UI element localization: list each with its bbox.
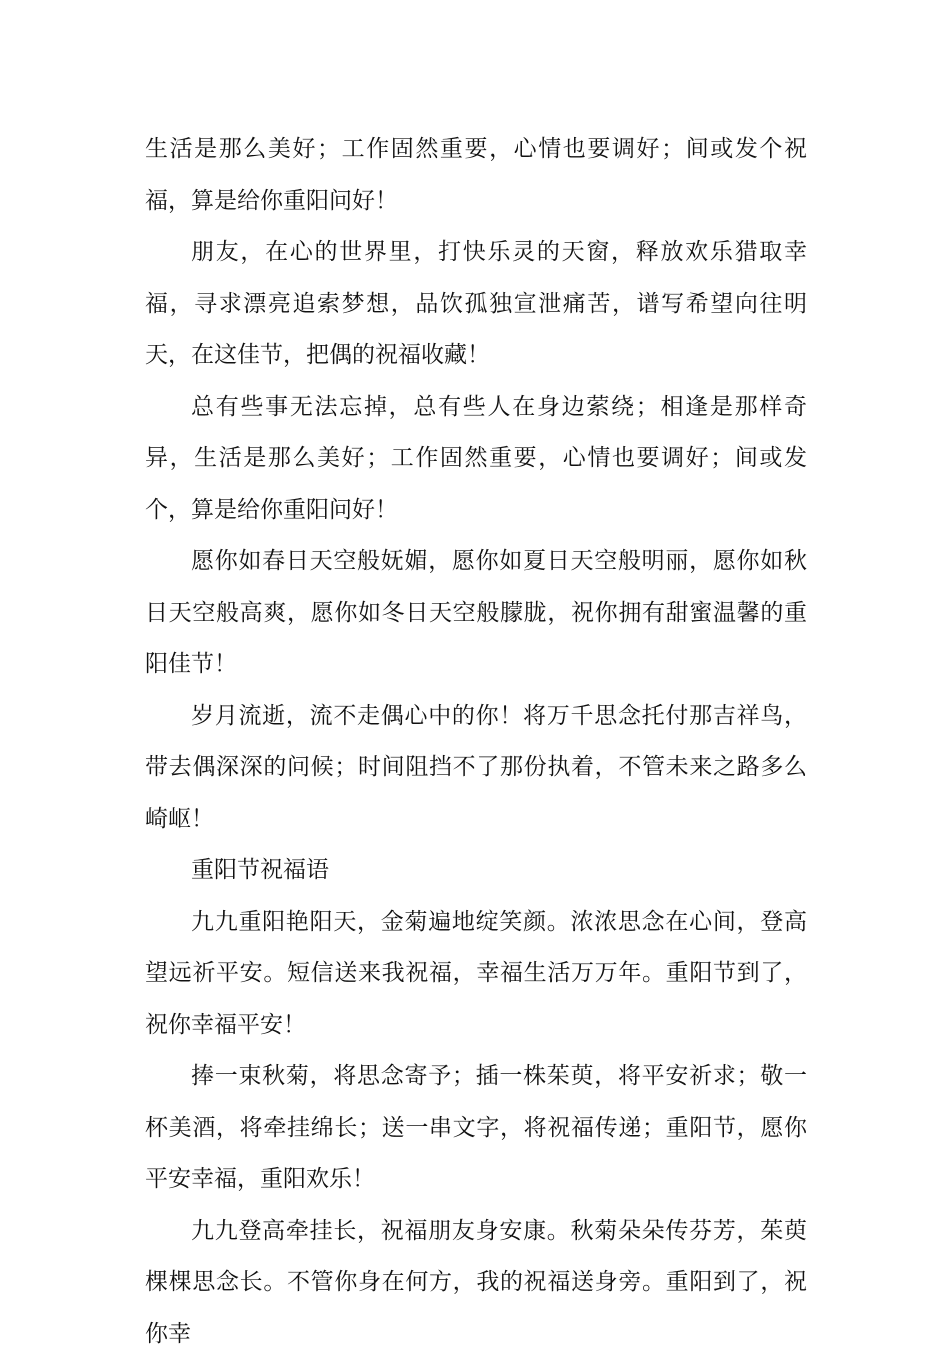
paragraph-7: 捧一束秋菊，将思念寄予；插一株茱萸，将平安祈求；敬一杯美酒，将牵挂绵长；送一串文字，将祝福传递；重阳节，愿你平安幸福，重阳欢乐！ <box>145 1051 807 1206</box>
paragraph-5: 岁月流逝，流不走偶心中的你！将万千思念托付那吉祥鸟，带去偶深深的问候；时间阻挡不了那份执着，不管未来之路多么崎岖！ <box>145 691 807 846</box>
paragraph-2: 朋友，在心的世界里，打快乐灵的天窗，释放欢乐猎取幸福，寻求漂亮追索梦想，品饮孤独宣泄痛苦，谱写希望向往明天，在这佳节，把偶的祝福收藏！ <box>145 227 807 382</box>
document-body <box>145 124 807 1360</box>
paragraph-8: 九九登高牵挂长，祝福朋友身安康。秋菊朵朵传芬芳，茱萸棵棵思念长。不管你身在何方，我的祝福送身旁。重阳到了，祝你幸 <box>145 1206 807 1360</box>
section-heading: 重阳节祝福语 <box>145 845 807 897</box>
paragraph-1: 生活是那么美好；工作固然重要，心情也要调好；间或发个祝福，算是给你重阳问好！ <box>145 124 807 227</box>
paragraph-6: 九九重阳艳阳天，金菊遍地绽笑颜。浓浓思念在心间，登高望远祈平安。短信送来我祝福，幸福生活万万年。重阳节到了，祝你幸福平安！ <box>145 897 807 1052</box>
paragraph-3: 总有些事无法忘掉，总有些人在身边萦绕；相逢是那样奇异，生活是那么美好；工作固然重要，心情也要调好；间或发个，算是给你重阳问好！ <box>145 382 807 537</box>
paragraph-4: 愿你如春日天空般妩媚，愿你如夏日天空般明丽，愿你如秋日天空般高爽，愿你如冬日天空般朦胧，祝你拥有甜蜜温馨的重阳佳节！ <box>145 536 807 691</box>
